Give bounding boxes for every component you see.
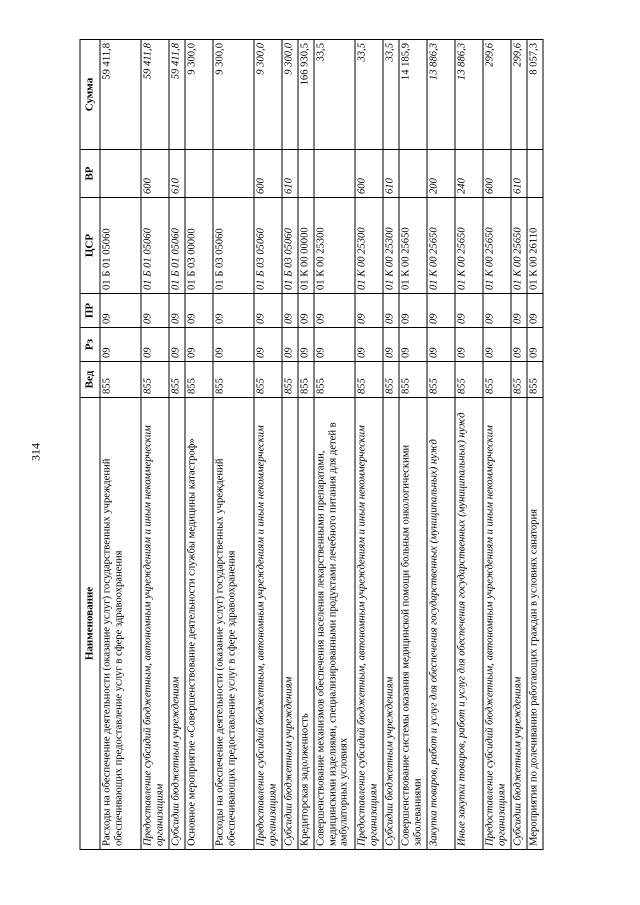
cell-sum: 9 300,0 [213, 40, 254, 150]
cell-rz: 09 [455, 328, 483, 362]
header-ved: Вед [80, 362, 100, 398]
cell-ved: 855 [185, 362, 213, 398]
cell-rz: 09 [100, 328, 141, 362]
cell-pr: 09 [483, 294, 511, 328]
cell-name: Кредиторская задолженность [298, 398, 314, 850]
cell-ved: 855 [427, 362, 455, 398]
cell-rz: 09 [511, 328, 527, 362]
cell-sum: 33,5 [355, 40, 383, 150]
cell-vr [527, 150, 543, 198]
header-name: Наименование [80, 398, 100, 850]
cell-csr: 01 Б 01 05060 [169, 198, 185, 294]
cell-ved: 855 [141, 362, 169, 398]
cell-sum: 59 411,8 [141, 40, 169, 150]
cell-rz: 09 [169, 328, 185, 362]
cell-vr: 240 [455, 150, 483, 198]
cell-rz: 09 [527, 328, 543, 362]
cell-vr: 600 [355, 150, 383, 198]
cell-pr: 09 [169, 294, 185, 328]
cell-pr: 09 [185, 294, 213, 328]
cell-name: Субсидии бюджетным учреждениям [169, 398, 185, 850]
cell-vr: 610 [282, 150, 298, 198]
cell-vr: 600 [254, 150, 282, 198]
table-row [185, 40, 213, 850]
cell-name: Предоставление субсидий бюджетным, автономным учреждениям и иным некоммерческим организациям [141, 398, 169, 850]
page-number: 314 [28, 443, 43, 461]
cell-csr: 01 К 00 25300 [355, 198, 383, 294]
cell-vr [298, 150, 314, 198]
table-row [254, 40, 282, 850]
table-row [213, 40, 254, 850]
cell-name: Предоставление субсидий бюджетным, автономным учреждениям и иным некоммерческим организациям [355, 398, 383, 850]
cell-pr: 09 [100, 294, 141, 328]
cell-vr: 610 [511, 150, 527, 198]
table-row [169, 40, 185, 850]
cell-name: Совершенствование механизмов обеспечения населения лекарственными препаратами, медицинскими изделиями, специализированными продуктами лечебного питания для детей в амбулаторных условиях [314, 398, 355, 850]
header-pr: ПР [80, 294, 100, 328]
cell-csr: 01 К 00 26110 [527, 198, 543, 294]
cell-ved: 855 [355, 362, 383, 398]
cell-ved: 855 [314, 362, 355, 398]
cell-vr [314, 150, 355, 198]
table-body [100, 40, 543, 850]
cell-name: Расходы на обеспечение деятельности (оказание услуг) государственных учреждений обеспечивающих предоставление услуг в сфере здравоохранения [213, 398, 254, 850]
cell-rz: 09 [399, 328, 427, 362]
table-row [100, 40, 141, 850]
cell-pr: 09 [527, 294, 543, 328]
cell-csr: 01 К 00 25650 [427, 198, 455, 294]
cell-sum: 33,5 [383, 40, 399, 150]
cell-name: Совершенствование системы оказания медицинской помощи больным онкологическими заболеваниями [399, 398, 427, 850]
table-row [399, 40, 427, 850]
cell-csr: 01 К 00 25650 [483, 198, 511, 294]
header-vr: ВР [80, 150, 100, 198]
cell-sum: 299,6 [483, 40, 511, 150]
cell-vr: 600 [483, 150, 511, 198]
cell-sum: 59 411,8 [169, 40, 185, 150]
table-row [427, 40, 455, 850]
cell-pr: 09 [399, 294, 427, 328]
cell-name: Иные закупки товаров, работ и услуг для обеспечения государственных (муниципальных) нужд [455, 398, 483, 850]
cell-name: Субсидии бюджетным учреждениям [383, 398, 399, 850]
cell-name: Основное мероприятие «Совершенствование деятельности службы медицины катастроф» [185, 398, 213, 850]
cell-ved: 855 [527, 362, 543, 398]
cell-rz: 09 [141, 328, 169, 362]
table-row [314, 40, 355, 850]
cell-rz: 09 [254, 328, 282, 362]
cell-csr: 01 К 00 00000 [298, 198, 314, 294]
budget-table [80, 39, 544, 850]
table-row [298, 40, 314, 850]
cell-pr: 09 [213, 294, 254, 328]
table-header [80, 40, 100, 850]
cell-pr: 09 [427, 294, 455, 328]
cell-sum: 9 300,0 [254, 40, 282, 150]
cell-vr: 610 [383, 150, 399, 198]
cell-ved: 855 [298, 362, 314, 398]
cell-sum: 13 886,3 [455, 40, 483, 150]
table-row [455, 40, 483, 850]
table-row [282, 40, 298, 850]
cell-pr: 09 [314, 294, 355, 328]
cell-csr: 01 К 00 25300 [383, 198, 399, 294]
cell-ved: 855 [383, 362, 399, 398]
cell-sum: 166 930,5 [298, 40, 314, 150]
cell-ved: 855 [254, 362, 282, 398]
cell-sum: 59 411,8 [100, 40, 141, 150]
cell-pr: 09 [298, 294, 314, 328]
cell-vr [185, 150, 213, 198]
table-row [483, 40, 511, 850]
cell-name: Субсидии бюджетным учреждениям [282, 398, 298, 850]
cell-ved: 855 [455, 362, 483, 398]
cell-rz: 09 [213, 328, 254, 362]
cell-name: Предоставление субсидий бюджетным, автономным учреждениям и иным некоммерческим организациям [254, 398, 282, 850]
cell-ved: 855 [100, 362, 141, 398]
cell-name: Субсидии бюджетным учреждениям [511, 398, 527, 850]
cell-ved: 855 [282, 362, 298, 398]
cell-pr: 09 [383, 294, 399, 328]
cell-csr: 01 Б 03 00000 [185, 198, 213, 294]
rotated-page-content [80, 40, 567, 850]
cell-rz: 09 [355, 328, 383, 362]
cell-vr: 600 [141, 150, 169, 198]
table-row [511, 40, 527, 850]
cell-csr: 01 К 00 25300 [314, 198, 355, 294]
cell-csr: 01 Б 01 05060 [141, 198, 169, 294]
cell-csr: 01 К 00 25650 [455, 198, 483, 294]
cell-rz: 09 [298, 328, 314, 362]
cell-sum: 9 300,0 [185, 40, 213, 150]
cell-name: Мероприятия по долечиванию работающих граждан в условиях санатория [527, 398, 543, 850]
header-rz: Рз [80, 328, 100, 362]
table-row [141, 40, 169, 850]
cell-pr: 09 [511, 294, 527, 328]
cell-sum: 299,6 [511, 40, 527, 150]
cell-pr: 09 [141, 294, 169, 328]
cell-sum: 33,5 [314, 40, 355, 150]
cell-name: Предоставление субсидий бюджетным, автономным учреждениям и иным некоммерческим организациям [483, 398, 511, 850]
cell-rz: 09 [383, 328, 399, 362]
cell-name: Расходы на обеспечение деятельности (оказание услуг) государственных учреждений обеспечивающих предоставление услуг в сфере здравоохранения [100, 398, 141, 850]
cell-rz: 09 [314, 328, 355, 362]
cell-rz: 09 [483, 328, 511, 362]
cell-pr: 09 [355, 294, 383, 328]
cell-ved: 855 [399, 362, 427, 398]
cell-pr: 09 [254, 294, 282, 328]
cell-ved: 855 [213, 362, 254, 398]
cell-csr: 01 К 00 25650 [399, 198, 427, 294]
cell-ved: 855 [169, 362, 185, 398]
cell-csr: 01 К 00 25650 [511, 198, 527, 294]
cell-csr: 01 Б 01 05060 [100, 198, 141, 294]
cell-vr [100, 150, 141, 198]
header-sum: Сумма [80, 40, 100, 150]
cell-rz: 09 [185, 328, 213, 362]
cell-ved: 855 [483, 362, 511, 398]
cell-vr: 610 [169, 150, 185, 198]
cell-name: Закупка товаров, работ и услуг для обеспечения государственных (муниципальных) нужд [427, 398, 455, 850]
table-row [383, 40, 399, 850]
table-row [527, 40, 543, 850]
cell-csr: 01 Б 03 05060 [282, 198, 298, 294]
cell-sum: 8 057,3 [527, 40, 543, 150]
cell-ved: 855 [511, 362, 527, 398]
cell-pr: 09 [455, 294, 483, 328]
table-row [355, 40, 383, 850]
cell-vr: 200 [427, 150, 455, 198]
cell-rz: 09 [427, 328, 455, 362]
cell-csr: 01 Б 03 05060 [254, 198, 282, 294]
cell-csr: 01 Б 03 05060 [213, 198, 254, 294]
cell-sum: 9 300,0 [282, 40, 298, 150]
cell-sum: 13 886,3 [427, 40, 455, 150]
cell-vr [213, 150, 254, 198]
cell-sum: 14 185,9 [399, 40, 427, 150]
header-csr: ЦСР [80, 198, 100, 294]
cell-pr: 09 [282, 294, 298, 328]
cell-rz: 09 [282, 328, 298, 362]
cell-vr [399, 150, 427, 198]
